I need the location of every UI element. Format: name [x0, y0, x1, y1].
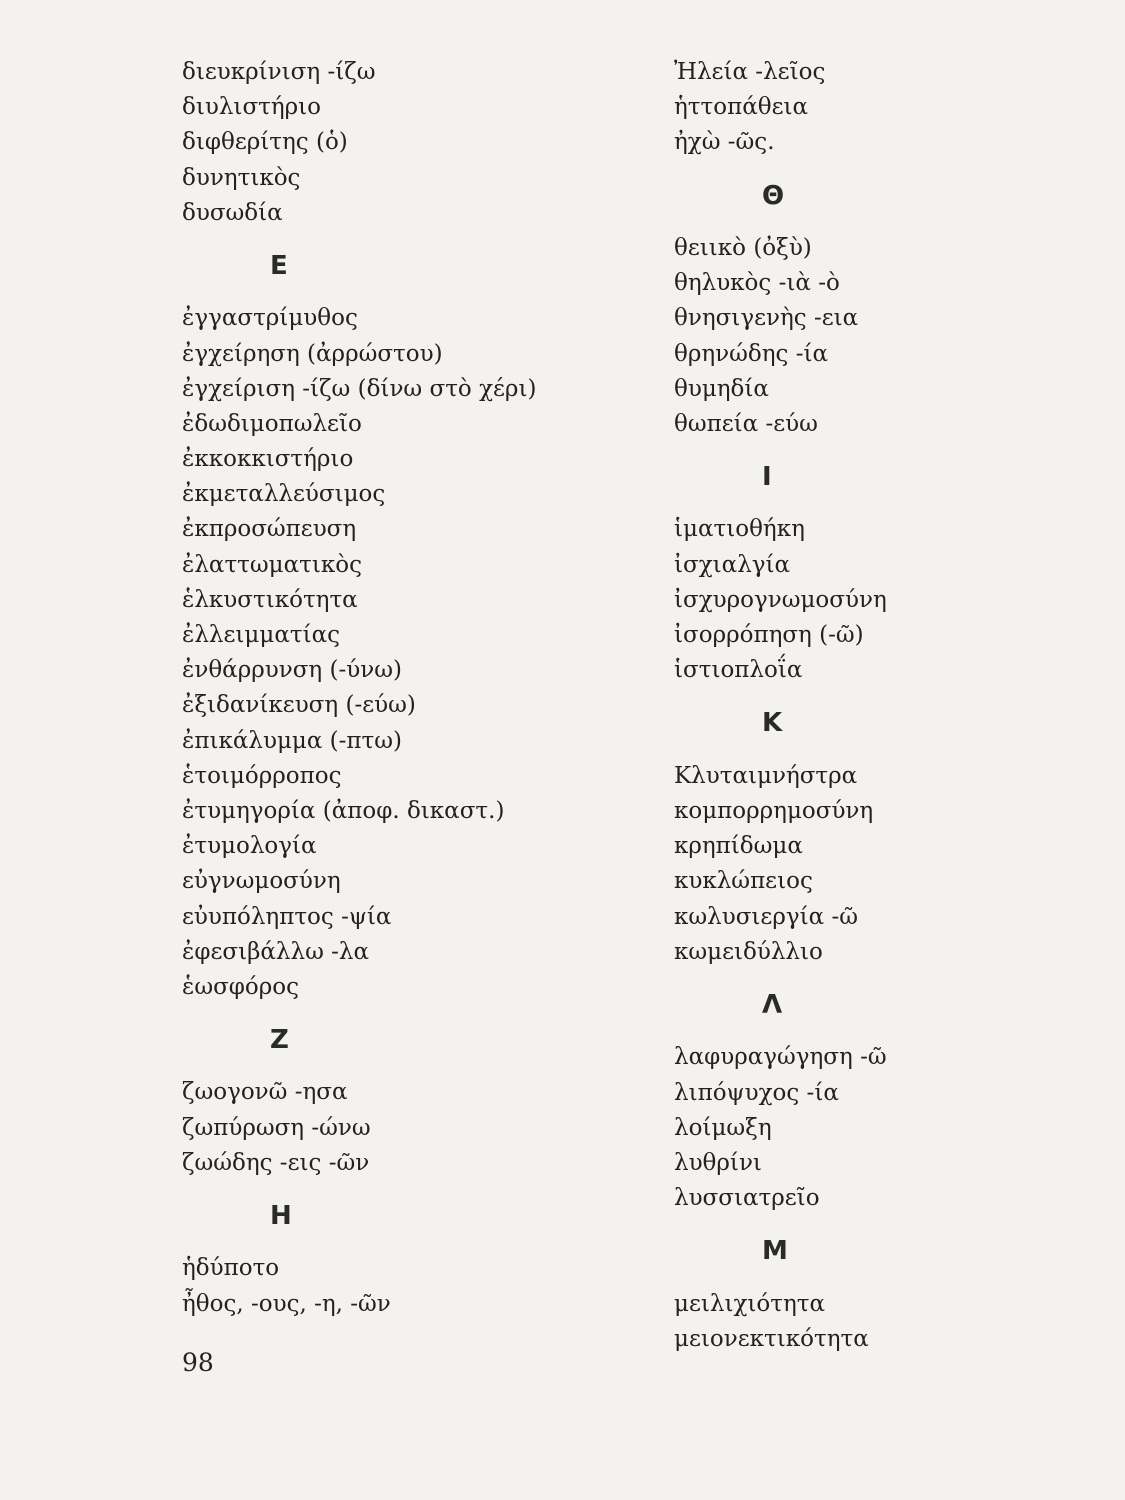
word-entry: ἐξιδανίκευση (-εύω): [182, 692, 416, 719]
word-entry: ζωπύρωση -ώνω: [182, 1114, 371, 1141]
word-entry: ἠχὼ -ῶς.: [674, 129, 775, 156]
word-entry: μειονεκτικότητα: [674, 1325, 869, 1352]
word-entry: θωπεία -εύω: [674, 410, 818, 437]
word-entry: ἑτοιμόρροπος: [182, 762, 342, 789]
word-entry: λιπόψυχος -ία: [674, 1079, 839, 1106]
section-letter: K: [762, 708, 783, 739]
word-entry: ἱστιοπλοΐα: [674, 657, 803, 684]
word-entry: θειικὸ (ὀξὺ): [674, 234, 812, 261]
left-column: [182, 55, 622, 1322]
word-entry: κρηπίδωμα: [674, 833, 803, 860]
word-entry: δυσωδία: [182, 199, 283, 226]
section-letter: Z: [270, 1025, 289, 1056]
word-entry: διευκρίνιση -ίζω: [182, 59, 376, 85]
word-entry: διυλιστήριο: [182, 94, 322, 121]
section-letter: Λ: [762, 989, 783, 1020]
word-entry: κυκλώπειος: [674, 868, 813, 895]
word-entry: εὐγνωμοσύνη: [182, 868, 341, 895]
word-entry: ἰσορρόπηση (-ῶ): [674, 622, 864, 649]
word-entry: ἐπικάλυμμα (-πτω): [182, 727, 402, 754]
word-entry: ἡδύποτο: [182, 1255, 280, 1282]
word-entry: ἐλλειμματίας: [182, 622, 341, 649]
word-entry: λυσσιατρεῖο: [674, 1185, 820, 1212]
word-entry: ἐκπροσώπευση: [182, 516, 357, 543]
word-entry: ἐγχείρηση (ἀρρώστου): [182, 340, 443, 367]
word-entry: ἐγγαστρίμυθος: [182, 305, 358, 332]
word-entry: θυμηδία: [674, 375, 769, 402]
word-entry: λοίμωξη: [674, 1114, 772, 1141]
word-entry: διφθερίτης (ὁ): [182, 129, 348, 156]
word-entry: Κλυταιμνήστρα: [674, 762, 858, 789]
page-number: 98: [182, 1348, 214, 1377]
word-entry: ἦθος, -ους, -η, -ῶν: [182, 1290, 391, 1317]
word-entry: κωλυσιεργία -ῶ: [674, 903, 858, 930]
word-entry: ἑωσφόρος: [182, 973, 299, 1000]
right-column: [674, 55, 1114, 1357]
word-entry: εὐυπόληπτος -ψία: [182, 903, 392, 930]
word-entry: μειλιχιότητα: [674, 1290, 826, 1317]
word-entry: ζωώδης -εις -ῶν: [182, 1149, 370, 1176]
word-entry: ἡττοπάθεια: [674, 94, 809, 121]
word-entry: ἐδωδιμοπωλεῖο: [182, 410, 362, 437]
word-entry: ἰσχυρογνωμοσύνη: [674, 586, 887, 613]
word-entry: κομπορρημοσύνη: [674, 797, 874, 824]
word-entry: ἰσχιαλγία: [674, 551, 791, 578]
word-entry: ἐτυμηγορία (ἀποφ. δικαστ.): [182, 797, 505, 824]
section-letter: I: [762, 462, 772, 493]
word-entry: ἐφεσιβάλλω -λα: [182, 938, 370, 965]
word-entry: ἐκκοκκιστήριο: [182, 446, 354, 473]
word-entry: θνησιγενὴς -εια: [674, 305, 859, 332]
section-letter: H: [270, 1201, 292, 1232]
word-entry: ἐγχείριση -ίζω (δίνω στὸ χέρι): [182, 375, 537, 402]
word-entry: ἐλαττωματικὸς: [182, 551, 362, 578]
section-letter: Θ: [762, 180, 785, 211]
word-entry: ἑλκυστικότητα: [182, 586, 358, 613]
section-letter: E: [270, 250, 288, 281]
word-entry: ἐκμεταλλεύσιμος: [182, 481, 386, 508]
word-entry: ἱματιοθήκη: [674, 516, 805, 543]
word-entry: λαφυραγώγηση -ῶ: [674, 1044, 887, 1071]
word-entry: θηλυκὸς -ιὰ -ὸ: [674, 270, 840, 297]
word-entry: δυνητικὸς: [182, 164, 301, 191]
word-entry: λυθρίνι: [674, 1149, 762, 1176]
word-entry: ζωογονῶ -ησα: [182, 1079, 348, 1106]
word-entry: ἐτυμολογία: [182, 833, 317, 860]
section-letter: M: [762, 1236, 788, 1267]
word-entry: κωμειδύλλιο: [674, 938, 823, 965]
word-entry: ἐνθάρρυνση (-ύνω): [182, 657, 402, 684]
word-entry: θρηνώδης -ία: [674, 340, 829, 367]
word-entry: Ἠλεία -λεῖος: [674, 59, 826, 85]
